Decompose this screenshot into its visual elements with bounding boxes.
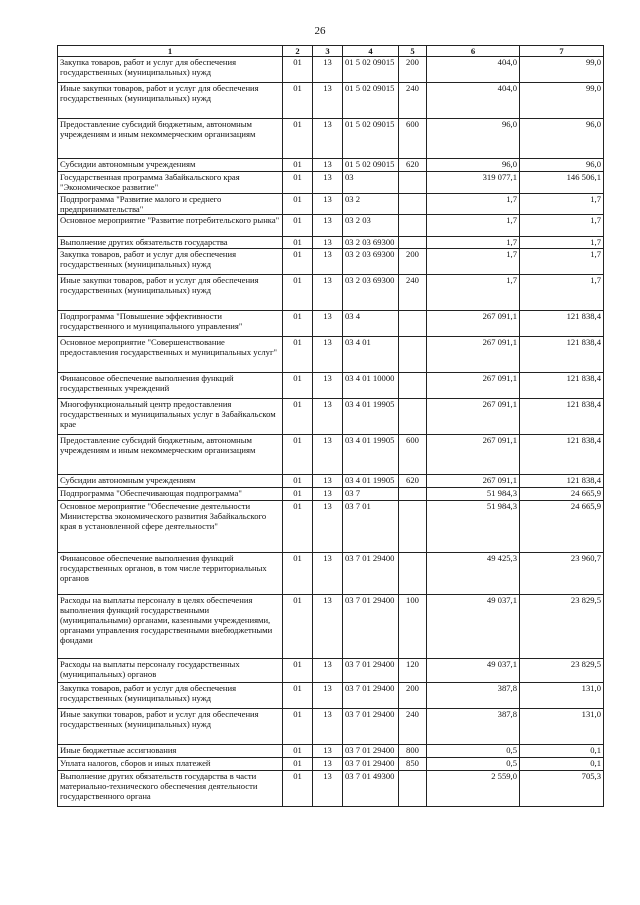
section-cell: 01 bbox=[283, 249, 313, 275]
subsection-cell: 13 bbox=[313, 501, 343, 553]
expense-type-cell: 620 bbox=[399, 159, 427, 172]
amount-cell: 24 665,9 bbox=[520, 488, 604, 501]
subsection-cell: 13 bbox=[313, 553, 343, 595]
amount-cell: 96,0 bbox=[427, 159, 520, 172]
section-cell: 01 bbox=[283, 83, 313, 119]
amount-cell: 121 838,4 bbox=[520, 435, 604, 475]
amount-cell: 267 091,1 bbox=[427, 311, 520, 337]
target-article-cell: 03 7 01 29400 bbox=[343, 659, 399, 683]
subsection-cell: 13 bbox=[313, 215, 343, 237]
row-name-cell: Иные закупки товаров, работ и услуг для обеспечения государственных (муниципальных) нужд bbox=[58, 275, 283, 311]
target-article-cell: 03 2 03 69300 bbox=[343, 275, 399, 311]
section-cell: 01 bbox=[283, 488, 313, 501]
subsection-cell: 13 bbox=[313, 172, 343, 194]
row-name-cell: Финансовое обеспечение выполнения функций государственных учреждений bbox=[58, 373, 283, 399]
row-name-cell: Иные закупки товаров, работ и услуг для обеспечения государственных (муниципальных) нужд bbox=[58, 83, 283, 119]
subsection-cell: 13 bbox=[313, 311, 343, 337]
section-cell: 01 bbox=[283, 709, 313, 745]
row-name-cell: Иные закупки товаров, работ и услуг для обеспечения государственных (муниципальных) нужд bbox=[58, 709, 283, 745]
target-article-cell: 03 2 03 69300 bbox=[343, 249, 399, 275]
target-article-cell: 03 7 01 29400 bbox=[343, 683, 399, 709]
section-cell: 01 bbox=[283, 501, 313, 553]
row-name-cell: Многофункциональный центр предоставления государственных и муниципальных услуг в Забайкальском крае bbox=[58, 399, 283, 435]
expense-type-cell bbox=[399, 399, 427, 435]
row-name-cell: Подпрограмма "Развитие малого и среднего предпринимательства" bbox=[58, 194, 283, 215]
expense-type-cell: 600 bbox=[399, 119, 427, 159]
expense-type-cell: 850 bbox=[399, 758, 427, 771]
expense-type-cell: 600 bbox=[399, 435, 427, 475]
subsection-cell: 13 bbox=[313, 373, 343, 399]
amount-cell: 99,0 bbox=[520, 57, 604, 83]
budget-table bbox=[57, 45, 604, 807]
amount-cell: 51 984,3 bbox=[427, 501, 520, 553]
amount-cell: 146 506,1 bbox=[520, 172, 604, 194]
expense-type-cell bbox=[399, 237, 427, 249]
column-header: 4 bbox=[343, 46, 399, 57]
target-article-cell: 03 2 bbox=[343, 194, 399, 215]
table-row bbox=[58, 399, 604, 435]
amount-cell: 49 037,1 bbox=[427, 659, 520, 683]
row-name-cell: Расходы на выплаты персоналу в целях обеспечения выполнения функций государственными (муниципальными) органами, казенными учреждениями, органами управления государственными внебюджетными фондами bbox=[58, 595, 283, 659]
amount-cell: 1,7 bbox=[520, 275, 604, 311]
target-article-cell: 03 7 bbox=[343, 488, 399, 501]
target-article-cell: 03 4 01 19905 bbox=[343, 475, 399, 488]
amount-cell: 131,0 bbox=[520, 709, 604, 745]
subsection-cell: 13 bbox=[313, 475, 343, 488]
target-article-cell: 03 7 01 29400 bbox=[343, 595, 399, 659]
target-article-cell: 03 4 bbox=[343, 311, 399, 337]
amount-cell: 1,7 bbox=[427, 237, 520, 249]
table-row bbox=[58, 275, 604, 311]
row-name-cell: Расходы на выплаты персоналу государственных (муниципальных) органов bbox=[58, 659, 283, 683]
table-row bbox=[58, 57, 604, 83]
row-name-cell: Выполнение других обязательств государства в части материально-технического обеспечения деятельности государственного органа bbox=[58, 771, 283, 807]
section-cell: 01 bbox=[283, 435, 313, 475]
section-cell: 01 bbox=[283, 119, 313, 159]
target-article-cell: 03 4 01 19905 bbox=[343, 435, 399, 475]
subsection-cell: 13 bbox=[313, 237, 343, 249]
table-row bbox=[58, 501, 604, 553]
table-row bbox=[58, 771, 604, 807]
expense-type-cell: 200 bbox=[399, 57, 427, 83]
subsection-cell: 13 bbox=[313, 337, 343, 373]
section-cell: 01 bbox=[283, 215, 313, 237]
amount-cell: 267 091,1 bbox=[427, 475, 520, 488]
target-article-cell: 03 7 01 29400 bbox=[343, 553, 399, 595]
target-article-cell: 03 4 01 19905 bbox=[343, 399, 399, 435]
expense-type-cell bbox=[399, 215, 427, 237]
amount-cell: 387,8 bbox=[427, 709, 520, 745]
table-header-row bbox=[58, 46, 604, 57]
table-row bbox=[58, 249, 604, 275]
subsection-cell: 13 bbox=[313, 488, 343, 501]
row-name-cell: Закупка товаров, работ и услуг для обеспечения государственных (муниципальных) нужд bbox=[58, 57, 283, 83]
table-row bbox=[58, 119, 604, 159]
subsection-cell: 13 bbox=[313, 758, 343, 771]
table-row bbox=[58, 373, 604, 399]
target-article-cell: 01 5 02 09015 bbox=[343, 119, 399, 159]
target-article-cell: 01 5 02 09015 bbox=[343, 159, 399, 172]
expense-type-cell bbox=[399, 194, 427, 215]
amount-cell: 121 838,4 bbox=[520, 311, 604, 337]
expense-type-cell bbox=[399, 488, 427, 501]
row-name-cell: Основное мероприятие "Совершенствование предоставления государственных и муниципальных услуг" bbox=[58, 337, 283, 373]
subsection-cell: 13 bbox=[313, 683, 343, 709]
amount-cell: 23 829,5 bbox=[520, 595, 604, 659]
section-cell: 01 bbox=[283, 683, 313, 709]
amount-cell: 49 425,3 bbox=[427, 553, 520, 595]
row-name-cell: Субсидии автономным учреждениям bbox=[58, 159, 283, 172]
section-cell: 01 bbox=[283, 194, 313, 215]
expense-type-cell bbox=[399, 771, 427, 807]
expense-type-cell bbox=[399, 337, 427, 373]
amount-cell: 99,0 bbox=[520, 83, 604, 119]
amount-cell: 267 091,1 bbox=[427, 337, 520, 373]
expense-type-cell: 100 bbox=[399, 595, 427, 659]
expense-type-cell bbox=[399, 373, 427, 399]
amount-cell: 121 838,4 bbox=[520, 373, 604, 399]
expense-type-cell bbox=[399, 311, 427, 337]
row-name-cell: Основное мероприятие "Обеспечение деятельности Министерства экономического развития Забайкальского края в установленной сфере деятельности" bbox=[58, 501, 283, 553]
expense-type-cell bbox=[399, 553, 427, 595]
amount-cell: 319 077,1 bbox=[427, 172, 520, 194]
amount-cell: 267 091,1 bbox=[427, 399, 520, 435]
table-row bbox=[58, 435, 604, 475]
subsection-cell: 13 bbox=[313, 399, 343, 435]
amount-cell: 1,7 bbox=[520, 249, 604, 275]
column-header: 7 bbox=[520, 46, 604, 57]
section-cell: 01 bbox=[283, 373, 313, 399]
target-article-cell: 03 7 01 49300 bbox=[343, 771, 399, 807]
table-body bbox=[58, 57, 604, 807]
amount-cell: 96,0 bbox=[520, 119, 604, 159]
amount-cell: 1,7 bbox=[427, 249, 520, 275]
expense-type-cell bbox=[399, 172, 427, 194]
table-row bbox=[58, 311, 604, 337]
target-article-cell: 03 7 01 29400 bbox=[343, 709, 399, 745]
target-article-cell: 03 7 01 bbox=[343, 501, 399, 553]
target-article-cell: 03 2 03 bbox=[343, 215, 399, 237]
amount-cell: 267 091,1 bbox=[427, 435, 520, 475]
amount-cell: 1,7 bbox=[427, 275, 520, 311]
target-article-cell: 01 5 02 09015 bbox=[343, 57, 399, 83]
section-cell: 01 bbox=[283, 311, 313, 337]
row-name-cell: Закупка товаров, работ и услуг для обеспечения государственных (муниципальных) нужд bbox=[58, 683, 283, 709]
amount-cell: 0,5 bbox=[427, 745, 520, 758]
expense-type-cell: 240 bbox=[399, 83, 427, 119]
row-name-cell: Закупка товаров, работ и услуг для обеспечения государственных (муниципальных) нужд bbox=[58, 249, 283, 275]
amount-cell: 1,7 bbox=[520, 237, 604, 249]
table-row bbox=[58, 709, 604, 745]
table-row bbox=[58, 83, 604, 119]
section-cell: 01 bbox=[283, 159, 313, 172]
table-row bbox=[58, 159, 604, 172]
amount-cell: 131,0 bbox=[520, 683, 604, 709]
amount-cell: 49 037,1 bbox=[427, 595, 520, 659]
table-row bbox=[58, 758, 604, 771]
row-name-cell: Предоставление субсидий бюджетным, автономным учреждениям и иным некоммерческим организациям bbox=[58, 119, 283, 159]
amount-cell: 23 829,5 bbox=[520, 659, 604, 683]
target-article-cell: 03 7 01 29400 bbox=[343, 758, 399, 771]
amount-cell: 0,5 bbox=[427, 758, 520, 771]
section-cell: 01 bbox=[283, 475, 313, 488]
subsection-cell: 13 bbox=[313, 159, 343, 172]
amount-cell: 1,7 bbox=[520, 215, 604, 237]
target-article-cell: 03 4 01 10000 bbox=[343, 373, 399, 399]
amount-cell: 96,0 bbox=[520, 159, 604, 172]
table-row bbox=[58, 745, 604, 758]
subsection-cell: 13 bbox=[313, 249, 343, 275]
section-cell: 01 bbox=[283, 337, 313, 373]
row-name-cell: Финансовое обеспечение выполнения функций государственных органов, в том числе территориальных органов bbox=[58, 553, 283, 595]
table-row bbox=[58, 659, 604, 683]
expense-type-cell: 200 bbox=[399, 249, 427, 275]
subsection-cell: 13 bbox=[313, 119, 343, 159]
section-cell: 01 bbox=[283, 553, 313, 595]
expense-type-cell: 620 bbox=[399, 475, 427, 488]
amount-cell: 267 091,1 bbox=[427, 373, 520, 399]
row-name-cell: Уплата налогов, сборов и иных платежей bbox=[58, 758, 283, 771]
expense-type-cell: 200 bbox=[399, 683, 427, 709]
page-number: 26 bbox=[314, 25, 326, 37]
amount-cell: 387,8 bbox=[427, 683, 520, 709]
row-name-cell: Предоставление субсидий бюджетным, автономным учреждениям и иным некоммерческим организациям bbox=[58, 435, 283, 475]
amount-cell: 705,3 bbox=[520, 771, 604, 807]
amount-cell: 51 984,3 bbox=[427, 488, 520, 501]
section-cell: 01 bbox=[283, 237, 313, 249]
section-cell: 01 bbox=[283, 57, 313, 83]
amount-cell: 1,7 bbox=[427, 215, 520, 237]
table-row bbox=[58, 337, 604, 373]
target-article-cell: 03 bbox=[343, 172, 399, 194]
subsection-cell: 13 bbox=[313, 435, 343, 475]
table-row bbox=[58, 237, 604, 249]
row-name-cell: Подпрограмма "Обеспечивающая подпрограмма" bbox=[58, 488, 283, 501]
table-row bbox=[58, 215, 604, 237]
amount-cell: 404,0 bbox=[427, 83, 520, 119]
amount-cell: 0,1 bbox=[520, 745, 604, 758]
row-name-cell: Основное мероприятие "Развитие потребительского рынка" bbox=[58, 215, 283, 237]
amount-cell: 1,7 bbox=[520, 194, 604, 215]
column-header: 2 bbox=[283, 46, 313, 57]
subsection-cell: 13 bbox=[313, 57, 343, 83]
subsection-cell: 13 bbox=[313, 275, 343, 311]
subsection-cell: 13 bbox=[313, 595, 343, 659]
table-row bbox=[58, 172, 604, 194]
expense-type-cell: 240 bbox=[399, 709, 427, 745]
section-cell: 01 bbox=[283, 758, 313, 771]
table-row bbox=[58, 475, 604, 488]
table-row bbox=[58, 194, 604, 215]
subsection-cell: 13 bbox=[313, 771, 343, 807]
target-article-cell: 03 7 01 29400 bbox=[343, 745, 399, 758]
section-cell: 01 bbox=[283, 659, 313, 683]
row-name-cell: Выполнение других обязательств государства bbox=[58, 237, 283, 249]
amount-cell: 23 960,7 bbox=[520, 553, 604, 595]
subsection-cell: 13 bbox=[313, 659, 343, 683]
expense-type-cell: 120 bbox=[399, 659, 427, 683]
section-cell: 01 bbox=[283, 275, 313, 311]
amount-cell: 24 665,9 bbox=[520, 501, 604, 553]
table-row bbox=[58, 683, 604, 709]
amount-cell: 96,0 bbox=[427, 119, 520, 159]
table-row bbox=[58, 553, 604, 595]
section-cell: 01 bbox=[283, 771, 313, 807]
target-article-cell: 03 2 03 69300 bbox=[343, 237, 399, 249]
subsection-cell: 13 bbox=[313, 745, 343, 758]
amount-cell: 121 838,4 bbox=[520, 399, 604, 435]
section-cell: 01 bbox=[283, 595, 313, 659]
amount-cell: 2 559,0 bbox=[427, 771, 520, 807]
amount-cell: 0,1 bbox=[520, 758, 604, 771]
row-name-cell: Субсидии автономным учреждениям bbox=[58, 475, 283, 488]
column-header: 6 bbox=[427, 46, 520, 57]
section-cell: 01 bbox=[283, 399, 313, 435]
column-header: 3 bbox=[313, 46, 343, 57]
row-name-cell: Иные бюджетные ассигнования bbox=[58, 745, 283, 758]
section-cell: 01 bbox=[283, 172, 313, 194]
column-header: 1 bbox=[58, 46, 283, 57]
amount-cell: 121 838,4 bbox=[520, 475, 604, 488]
table-row bbox=[58, 595, 604, 659]
amount-cell: 121 838,4 bbox=[520, 337, 604, 373]
subsection-cell: 13 bbox=[313, 83, 343, 119]
amount-cell: 404,0 bbox=[427, 57, 520, 83]
target-article-cell: 01 5 02 09015 bbox=[343, 83, 399, 119]
row-name-cell: Подпрограмма "Повышение эффективности государственного и муниципального управления" bbox=[58, 311, 283, 337]
expense-type-cell: 240 bbox=[399, 275, 427, 311]
expense-type-cell bbox=[399, 501, 427, 553]
column-header: 5 bbox=[399, 46, 427, 57]
expense-type-cell: 800 bbox=[399, 745, 427, 758]
row-name-cell: Государственная программа Забайкальского края "Экономическое развитие" bbox=[58, 172, 283, 194]
amount-cell: 1,7 bbox=[427, 194, 520, 215]
section-cell: 01 bbox=[283, 745, 313, 758]
subsection-cell: 13 bbox=[313, 194, 343, 215]
table-row bbox=[58, 488, 604, 501]
subsection-cell: 13 bbox=[313, 709, 343, 745]
target-article-cell: 03 4 01 bbox=[343, 337, 399, 373]
